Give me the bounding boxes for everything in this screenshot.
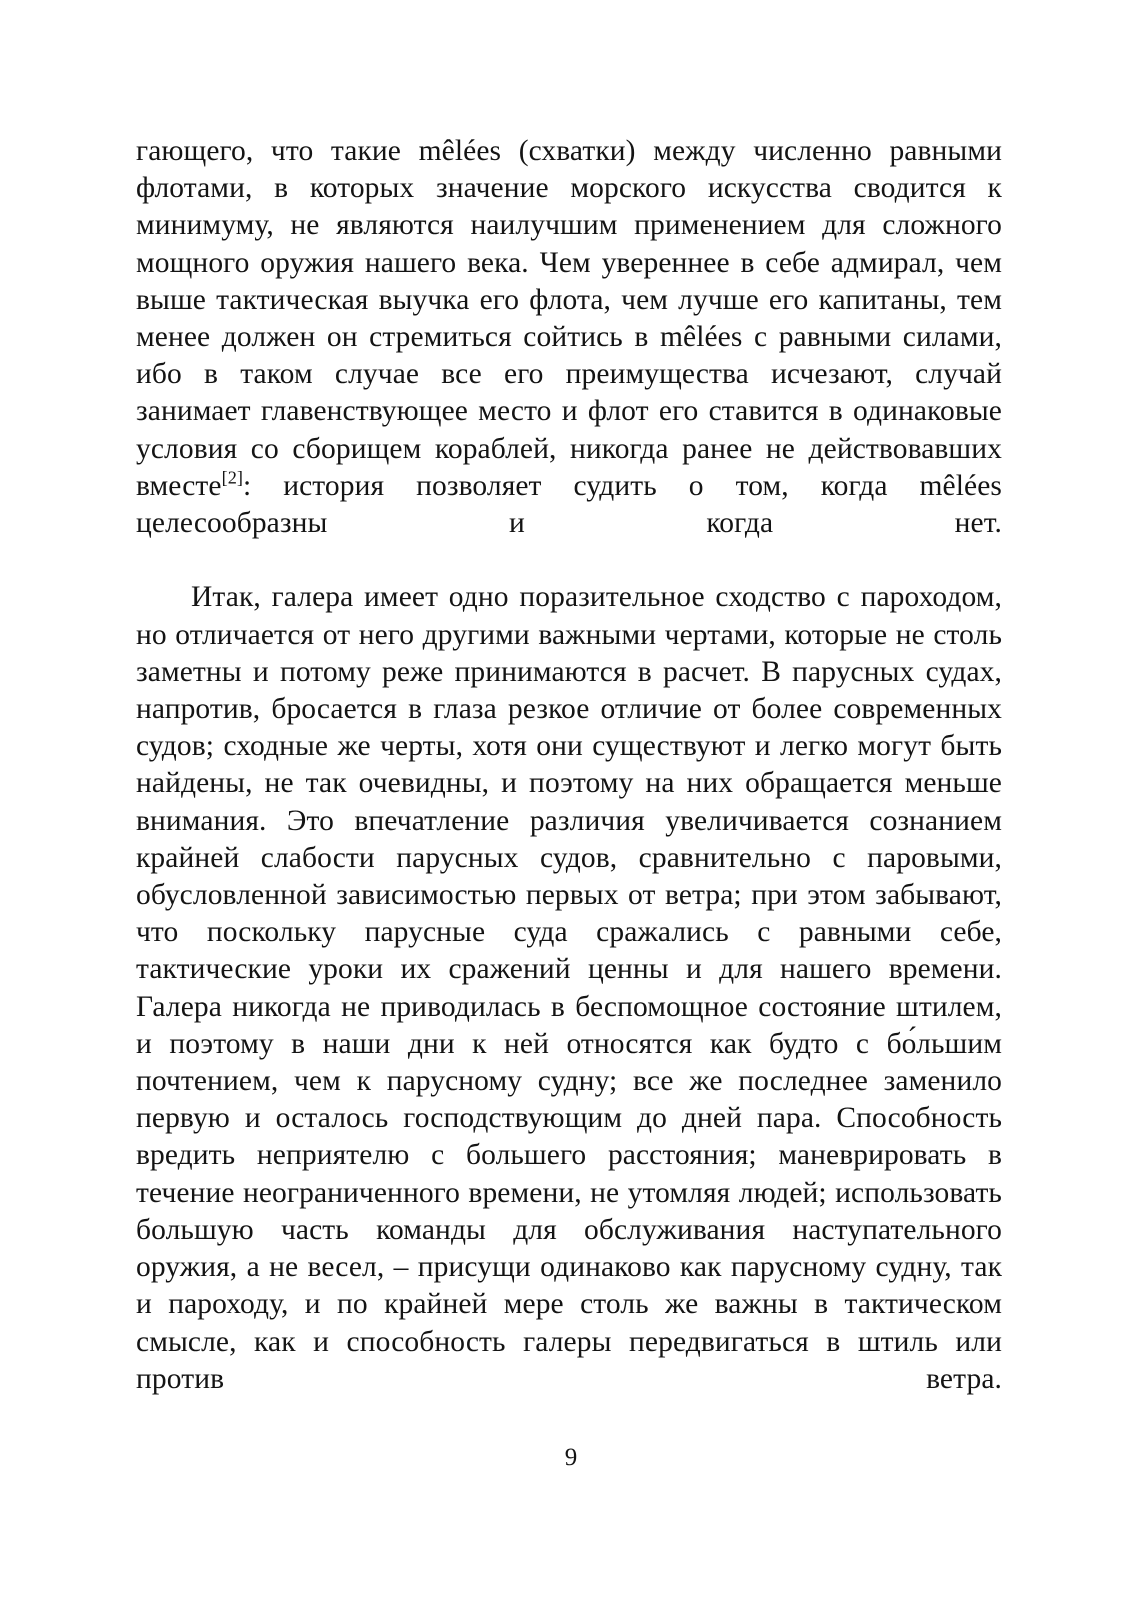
paragraph-continued [136, 133, 1002, 579]
paragraph-continued-text-after-footnote: : история позволяет судить о том, когда mêlées целесообразны и когда нет. [136, 469, 1002, 540]
page-number: 9 [564, 1444, 578, 1471]
page-text-block [136, 133, 1002, 1435]
paragraph-continued-text-before-footnote: гающего, что такие mêlées (схватки) между численно равными флотами, в которых значение морского искусства сводится к минимуму, не являются наилучшим применением для сложного мощного оружия нашего века. Чем увереннее в себе адмирал, чем выше тактическая выучка его флота, чем лучше его капитаны, тем менее должен он стремиться сойтись в mêlées с равными силами, ибо в таком случае все его преимущества исчезают, случай занимает главенствующее место и флот его ставится в одинаковые условия со сборищем кораблей, никогда ранее не действовавших вместе [136, 135, 1002, 502]
footnote-reference-marker[interactable]: [2] [221, 467, 243, 488]
paragraph-itak: Итак, галера имеет одно поразительное сходство с пароходом, но отличается от него другими важными чертами, которые не столь заметны и потому реже принимаются в расчет. В парусных судах, напротив, бросается в глаза резкое отличие от более современных судов; сходные же черты, хотя они существуют и легко могут быть найдены, не так очевидны, и поэтому на них обращается меньше внимания. Это впечатление различия увеличивается сознанием крайней слабости парусных судов, сравнительно с паровыми, обусловленной зависимостью первых от ветра; при этом забывают, что поскольку парусные суда сражались с равными себе, тактические уроки их сражений ценны и для нашего времени. Галера никогда не приводилась в беспомощное состояние штилем, и поэтому в наши дни к ней относятся как будто с бо́льшим почтением, чем к парусному судну; все же последнее заменило первую и осталось господствующим до дней пара. Способность вредить неприятелю с большего расстояния; маневрировать в течение неограниченного времени, не утомляя людей; использовать большую часть команды для обслуживания наступательного оружия, а не весел, – присущи одинаково как парусному судну, так и пароходу, и по крайней мере столь же важны в тактическом смысле, как и способность галеры передвигаться в штиль или против ветра. [136, 581, 1002, 1395]
